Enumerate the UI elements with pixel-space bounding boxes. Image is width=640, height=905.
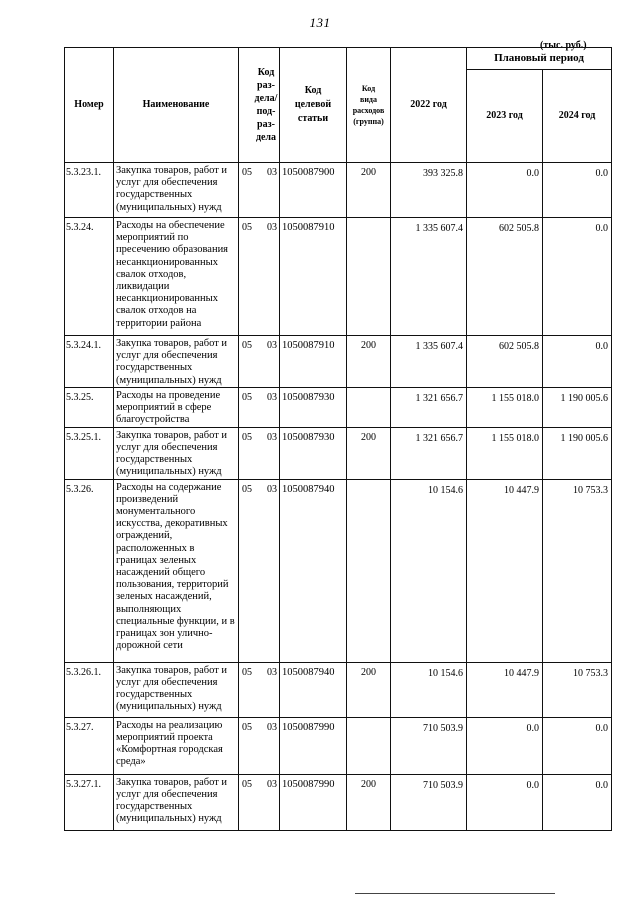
row-name: Закупка товаров, работ и услуг для обеспечения государственных (муниципальных) нужд (114, 427, 239, 479)
row-name: Закупка товаров, работ и услуг для обеспечения государственных (муниципальных) нужд (114, 662, 239, 717)
header-target-line: целевой (294, 99, 332, 110)
table-body (65, 163, 612, 831)
row-amount-2022: 1 321 656.7 (391, 387, 467, 427)
header-target-line: статьи (297, 113, 329, 124)
header-target-code (280, 48, 347, 163)
section-code: 05 (242, 222, 252, 233)
row-name: Расходы на проведение мероприятий в сфере благоустройства (114, 387, 239, 427)
row-expense-group (347, 218, 391, 336)
section-code: 05 (242, 483, 252, 495)
row-amount-2024: 0.0 (543, 336, 612, 388)
row-target-code: 1050087910 (280, 218, 347, 336)
row-number: 5.3.26. (65, 479, 114, 662)
row-number: 5.3.25. (65, 387, 114, 427)
header-expense-code (347, 48, 391, 163)
row-target-code: 1050087900 (280, 163, 347, 218)
row-amount-2023: 0.0 (467, 774, 543, 830)
row-target-code: 1050087990 (280, 774, 347, 830)
budget-table (64, 47, 612, 831)
subsection-code: 03 (267, 391, 277, 403)
section-code: 05 (242, 721, 252, 733)
table-row (65, 387, 612, 427)
row-name: Закупка товаров, работ и услуг для обеспечения государственных (муниципальных) нужд (114, 336, 239, 388)
section-code: 05 (242, 167, 252, 178)
row-target-code: 1050087930 (280, 387, 347, 427)
row-number: 5.3.26.1. (65, 662, 114, 717)
row-amount-2023: 10 447.9 (467, 662, 543, 717)
row-amount-2024: 10 753.3 (543, 479, 612, 662)
row-amount-2023: 1 155 018.0 (467, 427, 543, 479)
row-amount-2022: 1 335 607.4 (391, 218, 467, 336)
row-amount-2022: 393 325.8 (391, 163, 467, 218)
row-amount-2024: 10 753.3 (543, 662, 612, 717)
table-row (65, 662, 612, 717)
row-number: 5.3.23.1. (65, 163, 114, 218)
table-row (65, 774, 612, 830)
header-expense-line: вида (360, 95, 377, 104)
row-expense-group: 200 (347, 662, 391, 717)
row-expense-group (347, 479, 391, 662)
units-label: (тыс. руб.) (540, 40, 587, 51)
row-amount-2023: 1 155 018.0 (467, 387, 543, 427)
row-section-code (239, 662, 280, 717)
row-amount-2023: 10 447.9 (467, 479, 543, 662)
header-target-line: Код (304, 85, 322, 96)
row-amount-2024: 1 190 005.6 (543, 427, 612, 479)
table-row (65, 163, 612, 218)
subsection-code: 03 (267, 431, 277, 443)
row-target-code: 1050087930 (280, 427, 347, 479)
row-amount-2024: 1 190 005.6 (543, 387, 612, 427)
table-row (65, 717, 612, 774)
table-row (65, 479, 612, 662)
header-2024: 2024 год (543, 70, 612, 163)
header-section-line: дела (255, 132, 277, 143)
header-expense-line: расходов (352, 106, 385, 115)
row-section-code (239, 218, 280, 336)
row-target-code: 1050087990 (280, 717, 347, 774)
header-name: Наименование (114, 48, 239, 163)
row-expense-group: 200 (347, 163, 391, 218)
row-amount-2023: 0.0 (467, 163, 543, 218)
footer-line (355, 893, 555, 894)
table-row (65, 336, 612, 388)
row-target-code: 1050087940 (280, 662, 347, 717)
row-amount-2022: 10 154.6 (391, 662, 467, 717)
subsection-code: 03 (267, 483, 277, 495)
subsection-code: 03 (267, 167, 277, 178)
table-row (65, 218, 612, 336)
page-number: 131 (309, 15, 331, 30)
subsection-code: 03 (267, 778, 277, 790)
row-expense-group: 200 (347, 336, 391, 388)
row-number: 5.3.24.1. (65, 336, 114, 388)
row-amount-2022: 1 335 607.4 (391, 336, 467, 388)
header-section-line: под- (256, 106, 276, 117)
header-section-line: дела/ (254, 93, 278, 104)
section-code: 05 (242, 391, 252, 403)
row-target-code: 1050087940 (280, 479, 347, 662)
header-section-code (239, 48, 280, 163)
section-code: 05 (242, 431, 252, 443)
header-section-line: раз- (257, 119, 275, 130)
header-planned-period: Плановый период (467, 48, 612, 70)
row-section-code (239, 163, 280, 218)
row-name: Закупка товаров, работ и услуг для обеспечения государственных (муниципальных) нужд (114, 163, 239, 218)
section-code: 05 (242, 340, 252, 351)
section-code: 05 (242, 666, 252, 678)
row-name: Расходы на содержание произведений монументального искусства, декоративных ограждений, расположенных в границах зеленых насаждений общего пользования, территорий зеленых насаждений, выполняющих специальные функции, и в границах зон улично-дорожной сети (114, 479, 239, 662)
header-expense-line: Код (361, 84, 376, 93)
row-amount-2022: 710 503.9 (391, 717, 467, 774)
table-row (65, 427, 612, 479)
row-number: 5.3.24. (65, 218, 114, 336)
header-2022: 2022 год (391, 48, 467, 163)
header-section-line: раз- (257, 80, 275, 91)
row-expense-group (347, 717, 391, 774)
row-section-code (239, 774, 280, 830)
row-number: 5.3.27. (65, 717, 114, 774)
header-expense-line: (группа) (353, 117, 384, 126)
row-name: Расходы на реализацию мероприятий проекта «Комфортная городская среда» (114, 717, 239, 774)
row-expense-group: 200 (347, 427, 391, 479)
row-amount-2024: 0.0 (543, 774, 612, 830)
section-code: 05 (242, 778, 252, 790)
row-amount-2022: 1 321 656.7 (391, 427, 467, 479)
row-expense-group: 200 (347, 774, 391, 830)
row-number: 5.3.27.1. (65, 774, 114, 830)
subsection-code: 03 (267, 721, 277, 733)
row-section-code (239, 427, 280, 479)
row-section-code (239, 479, 280, 662)
row-section-code (239, 717, 280, 774)
row-amount-2023: 602 505.8 (467, 336, 543, 388)
header-section-line: Код (257, 67, 275, 78)
header-number: Номер (65, 48, 114, 163)
row-name: Закупка товаров, работ и услуг для обеспечения государственных (муниципальных) нужд (114, 774, 239, 830)
subsection-code: 03 (267, 222, 277, 233)
row-section-code (239, 336, 280, 388)
row-name: Расходы на обеспечение мероприятий по пресечению образования несанкционированных свалок отходов, ликвидации несанкционированных свалок отходов на территории района (114, 218, 239, 336)
row-number: 5.3.25.1. (65, 427, 114, 479)
row-section-code (239, 387, 280, 427)
row-expense-group (347, 387, 391, 427)
row-amount-2023: 602 505.8 (467, 218, 543, 336)
row-amount-2022: 710 503.9 (391, 774, 467, 830)
row-amount-2022: 10 154.6 (391, 479, 467, 662)
row-amount-2024: 0.0 (543, 218, 612, 336)
row-amount-2024: 0.0 (543, 717, 612, 774)
row-target-code: 1050087910 (280, 336, 347, 388)
subsection-code: 03 (267, 666, 277, 678)
header-2023: 2023 год (467, 70, 543, 163)
subsection-code: 03 (267, 340, 277, 351)
row-amount-2024: 0.0 (543, 163, 612, 218)
row-amount-2023: 0.0 (467, 717, 543, 774)
